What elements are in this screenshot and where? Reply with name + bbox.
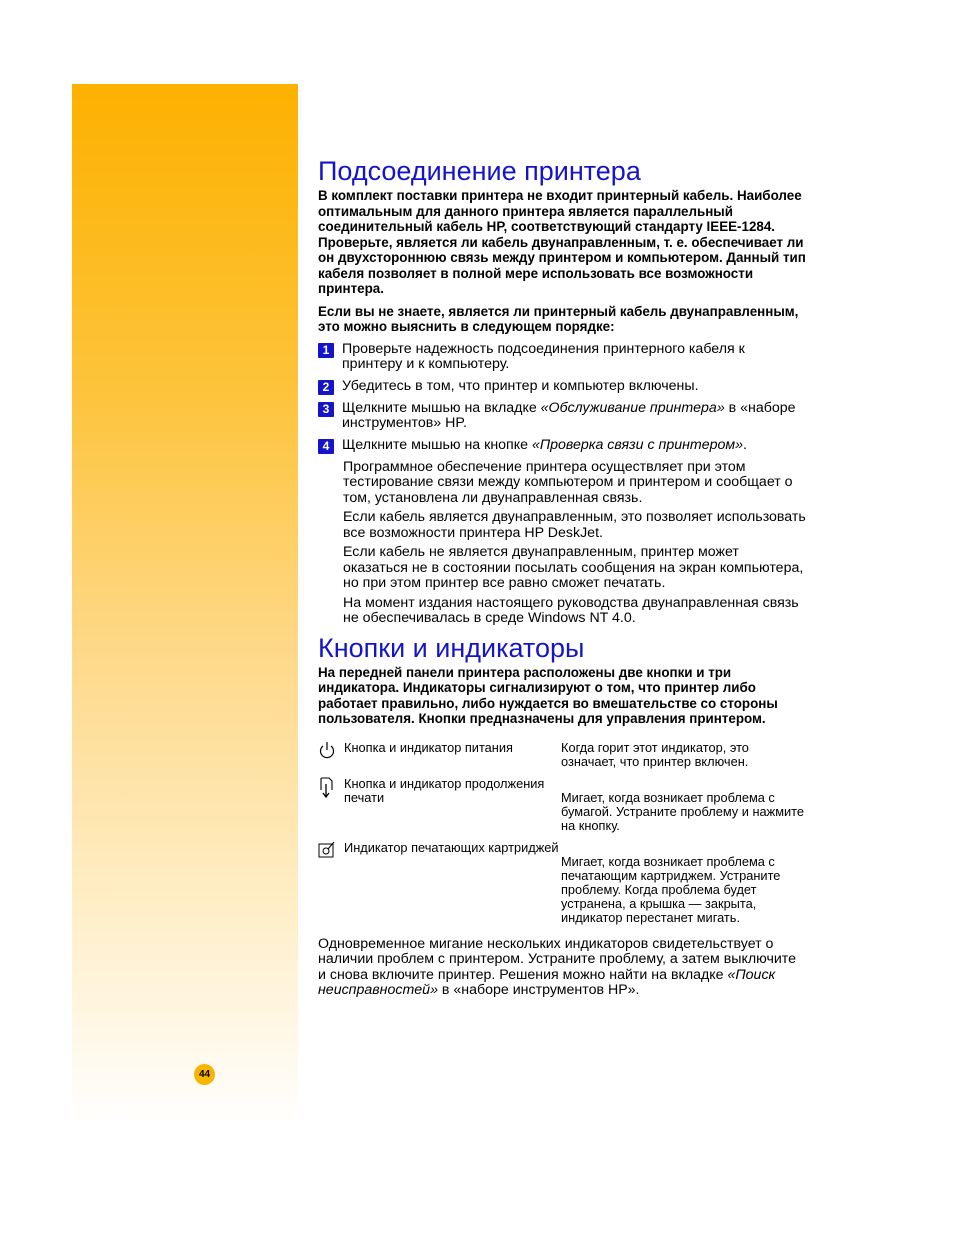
closing-text: в «наборе инструментов HP». xyxy=(437,982,640,998)
step-note: Если кабель не является двунаправленным, принтер может оказаться не в состоянии посылать сообщения на экран компьютера, но при этом принтер все равно сможет печатать. xyxy=(343,544,804,591)
indicator-table xyxy=(318,741,806,927)
cartridge-icon xyxy=(318,841,344,863)
resume-icon xyxy=(318,777,344,799)
step-number: 4 xyxy=(318,439,334,454)
indicator-row xyxy=(318,741,806,777)
step-number: 1 xyxy=(318,343,334,358)
steps-list xyxy=(318,342,806,454)
step-item xyxy=(318,401,806,432)
connection-intro: В комплект поставки принтера не входит принтерный кабель. Наиболее оптимальным для данного принтера является параллельный соединительный кабель HP, соответствующий стандарту IEEE-1284. Проверьте, является ли кабель двунаправленным, т. е. обеспечивает ли он двухстороннюю связь между принтером и компьютером. Данный тип кабеля позволяет в полной мере использовать все возможности принтера. xyxy=(318,188,806,296)
section-title-connection: Подсоединение принтера xyxy=(318,156,641,186)
step-text: Проверьте надежность подсоединения принтерного кабеля к принтеру и к компьютеру. xyxy=(342,340,745,372)
closing-paragraph xyxy=(318,937,806,999)
connection-check-intro: Если вы не знаете, является ли принтерный кабель двунаправленным, это можно выяснить в следующем порядке: xyxy=(318,303,799,334)
step-text xyxy=(342,401,806,432)
indicator-description: Мигает, когда возникает проблема с печатающим картриджем. Устраните проблему. Когда проблема будет устранена, а крышка — закрыта, индикатор перестанет мигать. xyxy=(561,853,781,925)
step-text: Убедитесь в том, что принтер и компьютер включены. xyxy=(342,377,699,394)
step-note: Программное обеспечение принтера осуществляет при этом тестирование связи между компьютером и принтером и сообщает о том, установлена ли двунаправленная связь. xyxy=(343,458,793,506)
indicator-description: Мигает, когда возникает проблема с бумагой. Устраните проблему и нажмите на кнопку. xyxy=(561,789,804,833)
step-item xyxy=(318,379,806,395)
step-number: 3 xyxy=(318,402,334,417)
indicator-row xyxy=(318,841,806,927)
page-number: 44 xyxy=(194,1064,215,1085)
indicator-label: Индикатор печатающих картриджей xyxy=(344,839,559,855)
step-text-part: Щелкните мышью на кнопке xyxy=(342,436,532,453)
step-item xyxy=(318,342,806,373)
step-number: 2 xyxy=(318,380,334,395)
indicator-row xyxy=(318,777,806,841)
section-title-buttons: Кнопки и индикаторы xyxy=(318,632,585,663)
step-note: Если кабель является двунаправленным, это позволяет использовать все возможности принтера HP DeskJet. xyxy=(343,509,806,541)
step-note: На момент издания настоящего руководства двунаправленная связь не обеспечивалась в среде Windows NT 4.0. xyxy=(343,594,799,626)
page-content xyxy=(318,154,806,1005)
step-text-part: . xyxy=(743,436,747,453)
closing-text: Одновременное мигание нескольких индикаторов свидетельствует о наличии проблем с принтером. Устраните проблему, а затем выключите и снова включите принтер. Решения можно найти на вкладке xyxy=(318,935,796,983)
indicator-label: Кнопка и индикатор продолжения печати xyxy=(344,775,545,805)
indicator-description: Когда горит этот индикатор, это означает, что принтер включен. xyxy=(561,739,749,769)
buttons-intro: На передней панели принтера расположены две кнопки и три индикатора. Индикаторы сигнализируют о том, что принтер либо работает правильно, либо нуждается во вмешательстве со стороны пользователя. Кнопки предназначены для управления принтером. xyxy=(318,664,778,726)
tab-name: «Обслуживание принтера» xyxy=(540,399,725,416)
indicator-label: Кнопка и индикатор питания xyxy=(344,739,513,755)
tab-name: «Поиск неисправностей» xyxy=(318,966,776,998)
step-item xyxy=(318,438,806,454)
power-icon xyxy=(318,741,344,763)
button-name: «Проверка связи с принтером» xyxy=(531,436,744,453)
step-text-part: в «наборе инструментов» HP. xyxy=(342,399,796,431)
step-text xyxy=(342,438,806,454)
side-color-band xyxy=(72,84,298,1124)
step-text-part: Щелкните мышью на вкладке xyxy=(342,399,541,416)
